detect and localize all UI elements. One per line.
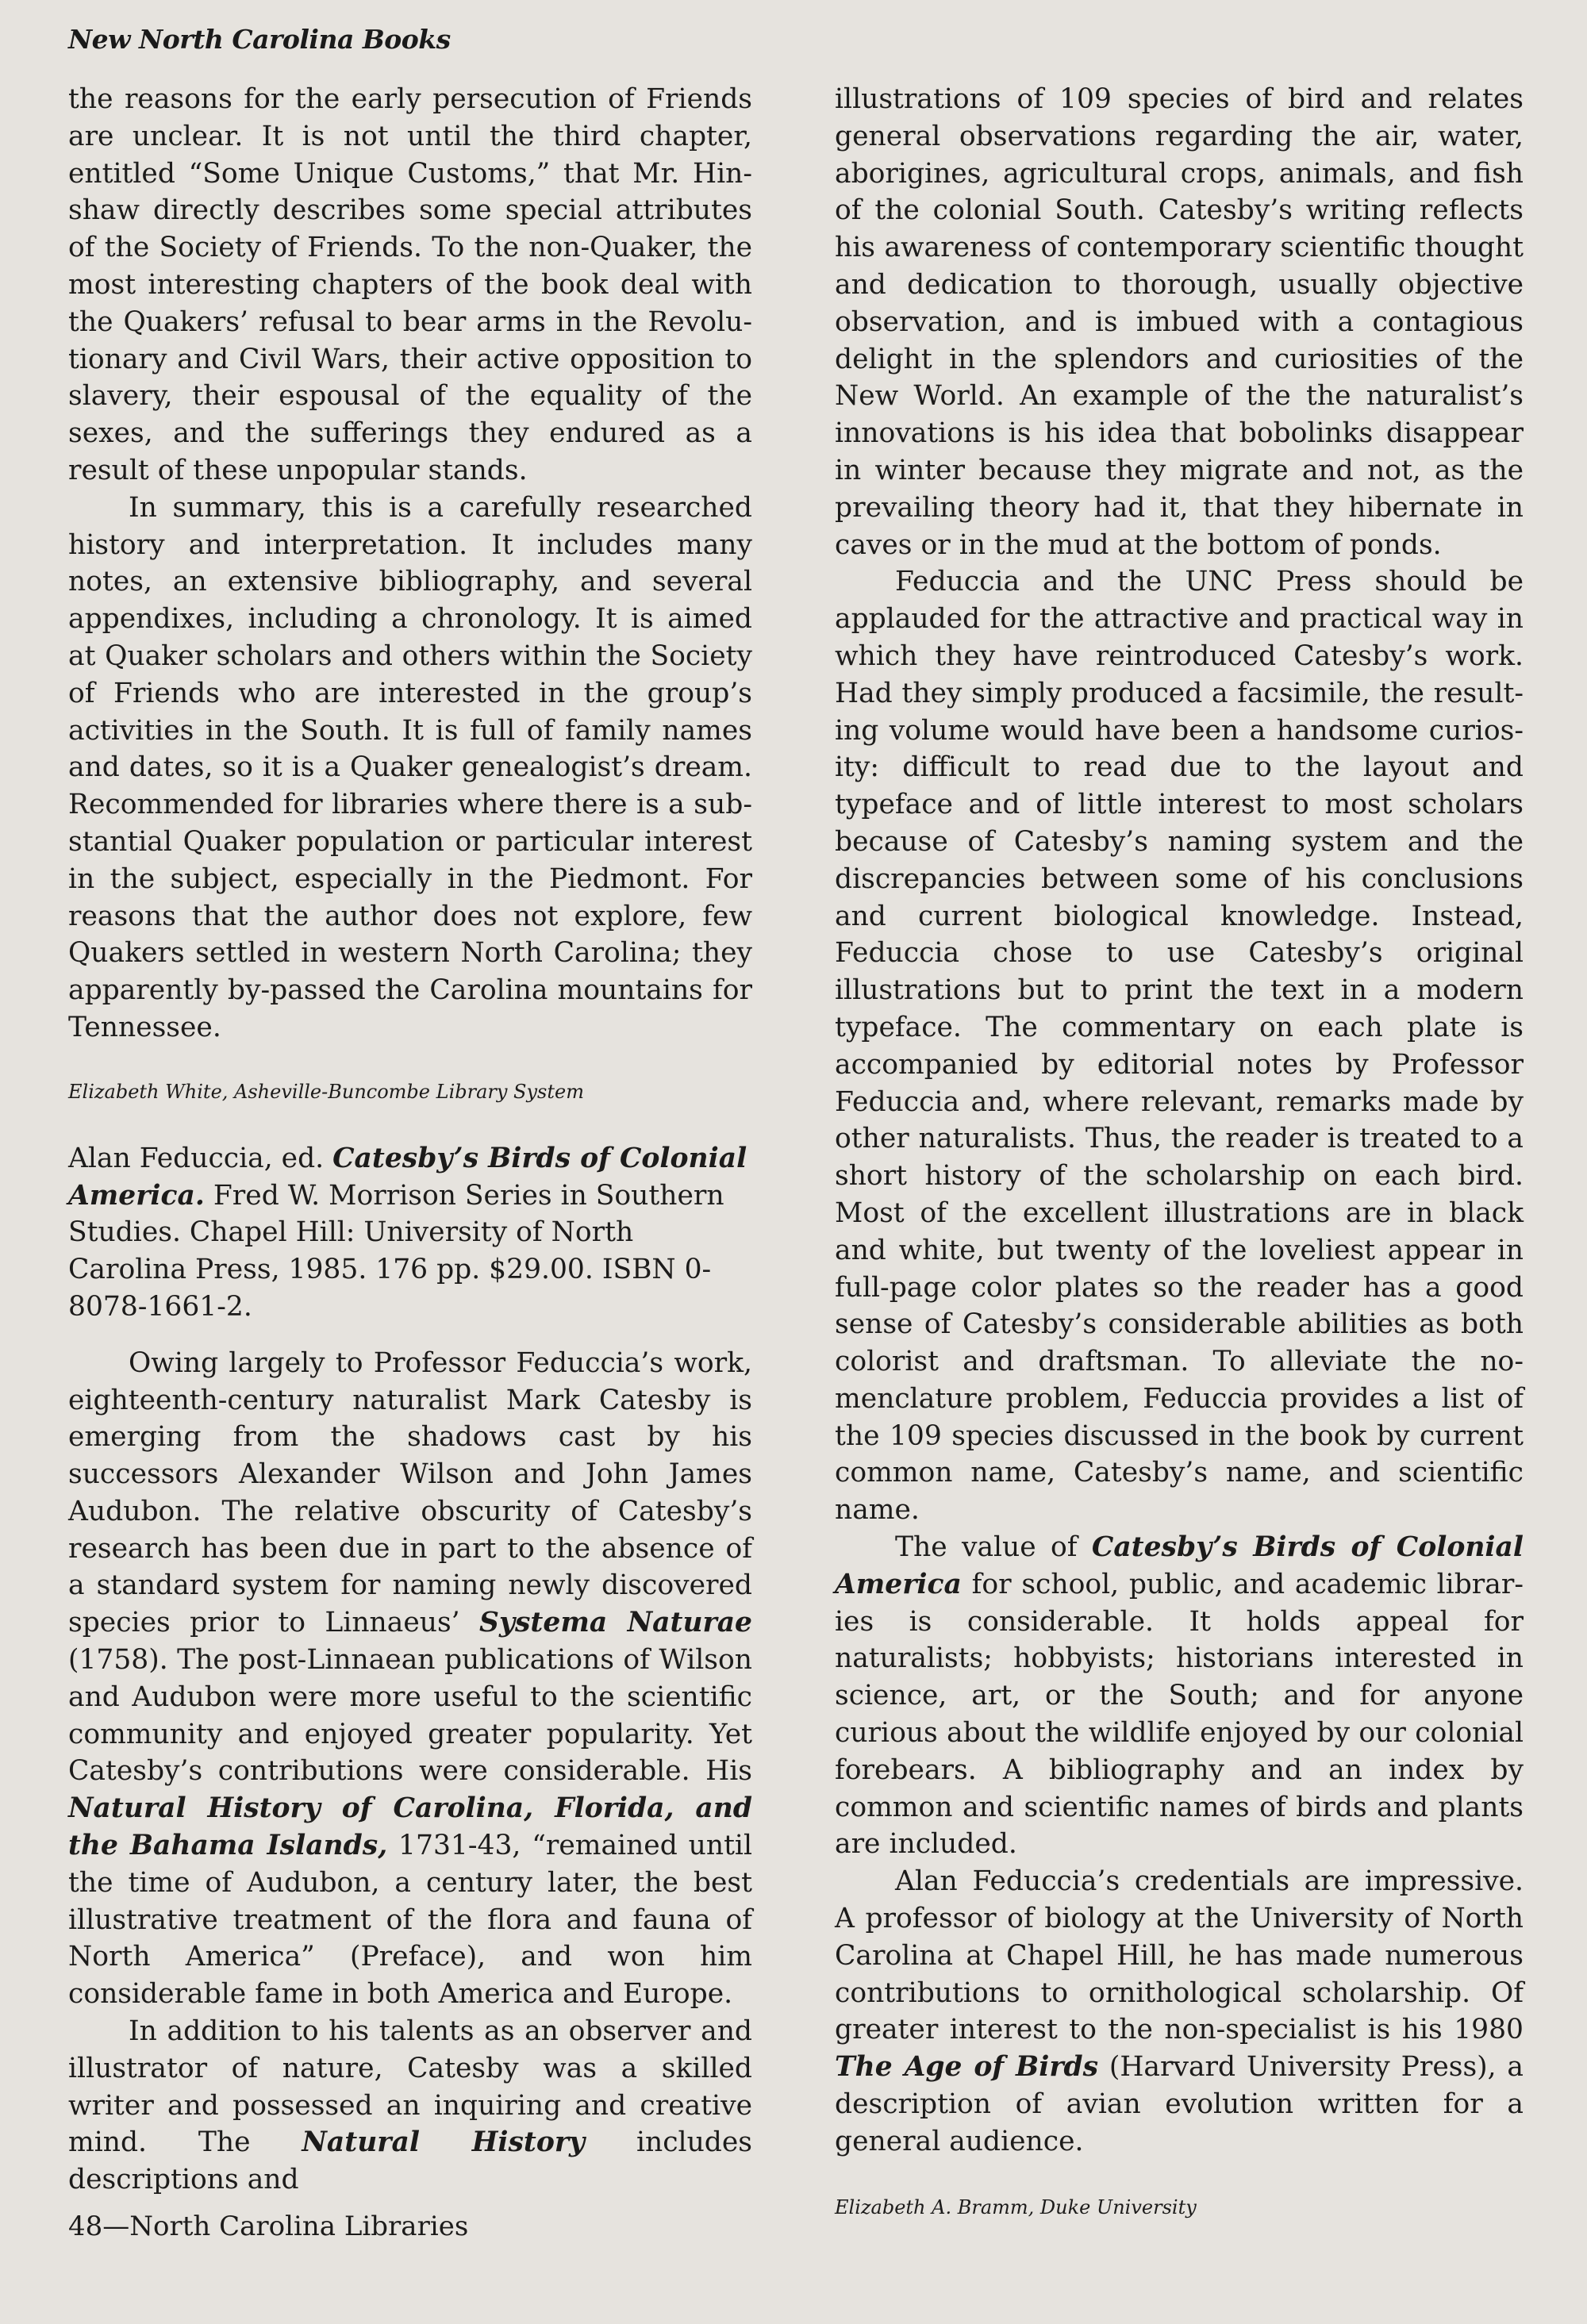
running-header: New North Carolina Books xyxy=(68,24,451,55)
left-column xyxy=(68,81,752,2199)
review1-paragraph-1: the reasons for the early persecution of Friends are unclear. It is not until the third chapter, entitled “Some Unique Customs,” that Mr. Hinshaw directly describes some special attributes of the Society of Friends. To the non-Quaker, the most interesting chapters of the book deal with the Quakers’ refusal to bear arms in the Revolutionary and Civil Wars, their active opposition to slavery, their espousal of the equality of the sexes, and the sufferings they endured as a result of these unpopular stands. xyxy=(68,83,752,486)
italic-title: Systema Naturae xyxy=(479,1607,753,1639)
citation-details: Fred W. Morrison Series in Southern Studies. Chapel Hill: University of North Carolina Press, 1985. 176 pp. $29.00. ISBN 0-8078-1661-2. xyxy=(68,1179,724,1323)
citation-book-title: Catesby’s Birds of Colonial America. xyxy=(68,1142,747,1212)
review2-byline: Elizabeth A. Bramm, Duke University xyxy=(835,2195,1197,2218)
text-run: includes descriptions and xyxy=(68,2126,753,2196)
review2-paragraph-6 xyxy=(835,1863,1524,2160)
citation-editor: Alan Feduccia, ed. xyxy=(68,1142,325,1174)
text-run: (Harvard University Press), a description of avian evolution written for a general audience. xyxy=(835,2051,1524,2157)
review2-paragraph-3: illustrations of 109 species of bird and relates general observations regarding the air, water, aborigines, agricultural crops, animals, and fish of the colonial South. Catesby’s writing reflects his awareness of contemporary scientific thought and dedication to thorough, usually objective observation, and is imbued with a contagious delight in the splendors and curiosities of the New World. An example of the the naturalist’s innovations is his idea that bobolinks disappear in winter because they migrate and not, as the prevailing theory had it, that they hibernate in caves or in the mud at the bottom of ponds. xyxy=(835,83,1524,561)
book-citation xyxy=(68,1140,752,1326)
text-run: (1758). The post-Linnaean publications of Wilson and Audubon were more useful to the scientific community and enjoyed greater popularity. Yet Catesby’s contributions were considerable. His xyxy=(68,1644,752,1788)
review1-paragraph-2: In summary, this is a carefully researched history and interpretation. It includes many notes, an extensive bibliography, and several appendixes, including a chronology. It is aimed at Quaker scholars and others within the Society of Friends who are interested in the group’s activities in the South. It is full of family names and dates, so it is a Quaker genealogist’s dream. Recommended for libraries where there is a substantial Quaker population or particular interest in the subject, especially in the Piedmont. For reasons that the author does not explore, few Quakers settled in western North Carolina; they apparently by-passed the Carolina mountains for Tennessee. xyxy=(68,491,752,1043)
text-run: for school, public, and academic libraries is considerable. It holds appeal for naturalists; hobbyists; historians interested in science, art, or the South; and for anyone curious about the wildlife enjoyed by our colonial forebears. A bibliography and an index by common and scientific names of birds and plants are included. xyxy=(835,1568,1524,1861)
text-run: In addition to his talents as an observer and illustrator of nature, Catesby was a skilled writer and possessed an inquiring and creative mind. The xyxy=(68,2015,752,2159)
italic-title: Natural History xyxy=(302,2126,586,2159)
text-run: The value of xyxy=(895,1531,1078,1564)
review1-byline: Elizabeth White, Asheville-Buncombe Library System xyxy=(68,1080,584,1103)
italic-title: The Age of Birds xyxy=(835,2051,1099,2084)
italic-title: Catesby’s Birds of Colonial America xyxy=(835,1531,1524,1600)
italic-title: Natural History of Carolina, Florida, and the Bahama Islands, xyxy=(68,1792,752,1862)
review2-paragraph-5 xyxy=(835,1529,1524,1863)
text-run: Alan Feduccia’s credentials are impressive. A professor of biology at the University of North Carolina at Chapel Hill, he has made numerous contributions to ornithological scholarship. Of greater interest to the non-specialist is his 1980 xyxy=(835,1865,1524,2046)
review2-paragraph-1 xyxy=(68,1345,752,2013)
text-run: Owing largely to Professor Feduccia’s work, eighteenth-century naturalist Mark Catesby is emerging from the shadows cast by his successors Alexander Wilson and John James Audubon. The relative obscurity of Catesby’s research has been due in part to the absence of a standard system for naming newly discovered species prior to Linnaeus’ xyxy=(68,1346,752,1639)
review2-paragraph-2 xyxy=(68,2013,752,2199)
review2-paragraph-4: Feduccia and the UNC Press should be applauded for the attractive and practical way in which they have reintroduced Catesby’s work. Had they simply produced a facsimile, the resulting volume would have been a handsome curiosity: difficult to read due to the layout and typeface and of little interest to most scholars because of Catesby’s naming system and the discrepancies between some of his conclusions and current biological knowledge. Instead, Feduccia chose to use Catesby’s original illustrations but to print the text in a modern typeface. The commentary on each plate is accompanied by editorial notes by Professor Feduccia and, where relevant, remarks made by other naturalists. Thus, the reader is treated to a short history of the scholarship on each bird. Most of the excellent illustrations are in black and white, but twenty of the loveliest appear in full-page color plates so the reader has a good sense of Catesby’s considerable abilities as both colorist and draftsman. To alleviate the nomenclature problem, Feduccia provides a list of the 109 species discussed in the book by current common name, Catesby’s name, and scientific name. xyxy=(835,566,1524,1527)
page-footer: 48—North Carolina Libraries xyxy=(68,2211,469,2242)
right-column xyxy=(835,81,1524,2219)
text-run: 1731-43, “remained until the time of Audubon, a century later, the best illustrative treatment of the flora and fauna of North America” (Preface), and won him considerable fame in both America and Europe. xyxy=(68,1830,752,2011)
